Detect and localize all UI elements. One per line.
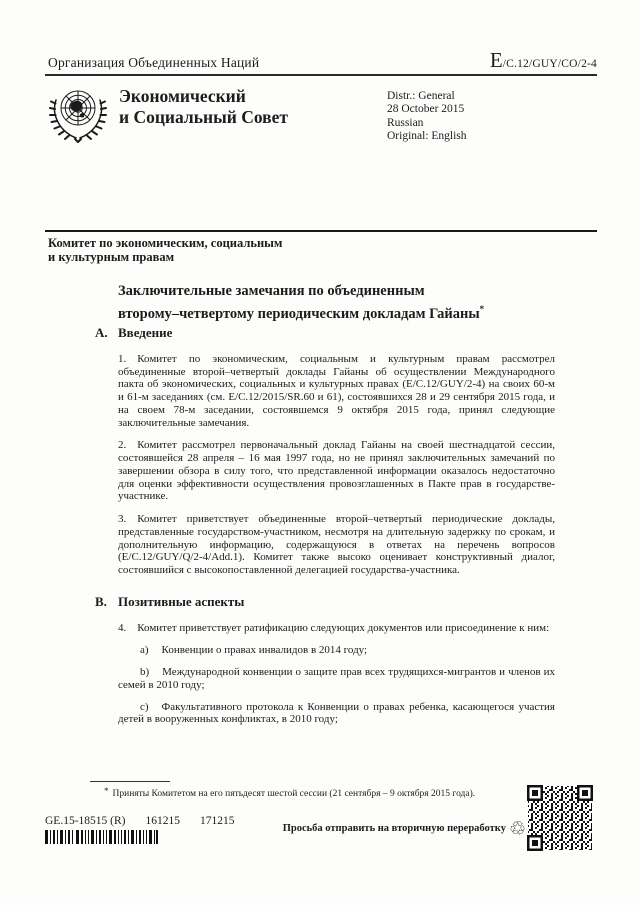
committee-name-line1: Комитет по экономическим, социальным <box>48 236 283 250</box>
document-body <box>95 325 555 735</box>
paragraph-text: Комитет по экономическим, социальным и культурным правам рассмотрел объединенные второй–четвертый доклады Гайаны об осуществлении Международного пакта об экономических, социальных и культурных правах (E/C.12/GUY/2-4) на своих 60-м и 61-м заседаниях (см. E/C.12/2015/SR.60 и 61), состоявшихся 28 и 29 сентября 2015 года, и на своем 78-м заседании, состоявшемся 9 октября 2015 года, принял следующие заключительные замечания. <box>118 352 555 429</box>
list-item-a <box>118 644 555 657</box>
section-heading-text: Введение <box>118 325 173 340</box>
section-heading-a <box>95 325 555 340</box>
paragraph-text: Комитет приветствует объединенные второй–четвертый периодические доклады, представленные государством-участником, несмотря на длительную задержку по срокам, и дополнительную информацию, содержащуюся в ответах на перечень вопросов (E/C.12/GUY/Q/2-4/Add.1). Комитет также высоко оценивает конструктивный диалог, состоявшийся с высокопоставленной делегацией государства-участника. <box>118 513 555 576</box>
list-item-text: Конвенции о правах инвалидов в 2014 году; <box>161 644 368 657</box>
section-letter: B. <box>95 593 107 609</box>
document-title-line2: второму–четвертому периодическим докладам Гайаны* <box>118 303 485 322</box>
header-rule <box>45 74 597 76</box>
footnote-text: Приняты Комитетом на его пятьдесят шестой сессии (21 сентября – 9 октября 2015 года). <box>112 789 476 799</box>
paragraph-4 <box>118 622 555 635</box>
distr-type: Distr.: General <box>387 90 455 102</box>
job-number-line <box>45 815 255 827</box>
distr-language: Russian <box>387 116 424 129</box>
footnote <box>104 786 534 799</box>
document-title <box>118 283 484 323</box>
committee-name <box>48 237 282 265</box>
paragraph-number: 1. <box>118 352 127 365</box>
ge-number: GE.15-18515 (R) <box>45 815 126 827</box>
list-item-text: Международной конвенции о защите прав всех трудящихся-мигрантов и членов их семей в 2010 году; <box>118 666 555 691</box>
paragraph-1 <box>118 353 555 430</box>
document-title-line1: Заключительные замечания по объединенным <box>118 283 425 299</box>
recycle-notice <box>280 818 526 840</box>
paragraph-number: 3. <box>118 513 127 525</box>
paragraph-text: Комитет рассмотрел первоначальный доклад Гайаны на своей шестнадцатой сессии, состоявшейся 28 апреля – 16 мая 1997 года, но не принял заключительных замечаний по завершении обзора в силу того, что представленной информации оказалось недостаточно для оценки эффективности осуществления провозглашенных в Пакте прав в государстве-участнике. <box>118 439 555 503</box>
date-code-1: 161215 <box>145 815 180 827</box>
barcode <box>45 830 159 844</box>
list-marker: b) <box>140 666 150 678</box>
section-letter: A. <box>95 325 108 340</box>
un-emblem-icon <box>47 83 109 143</box>
recycle-icon: ♲ <box>508 818 526 840</box>
section-heading-text: Позитивные аспекты <box>118 593 245 609</box>
document-symbol <box>490 48 597 73</box>
section-heading-b <box>95 593 555 609</box>
list-marker: c) <box>140 700 149 713</box>
list-marker: a) <box>140 644 149 657</box>
list-item-b <box>118 666 555 692</box>
distribution-block <box>387 90 467 144</box>
list-item-text: Факультативного протокола к Конвенции о правах ребенка, касающегося участия детей в вооруженных конфликтах, в 2010 году; <box>118 700 555 726</box>
council-title-line2: и Социальный Совет <box>119 107 288 127</box>
paragraph-number: 4. <box>118 621 127 634</box>
distr-date: 28 October 2015 <box>387 103 465 116</box>
date-code-2: 171215 <box>200 815 235 827</box>
council-title-line1: Экономический <box>119 86 246 106</box>
footnote-mark: * <box>104 786 109 796</box>
paragraph-3 <box>118 513 555 577</box>
paragraph-number: 2. <box>118 439 127 452</box>
paragraph-2 <box>118 439 555 503</box>
un-org-name: Организация Объединенных Наций <box>48 55 260 70</box>
footnote-separator <box>90 781 170 782</box>
footnote-reference: * <box>479 303 485 314</box>
paragraph-text: Комитет приветствует ратификацию следующих документов или присоединение к ним: <box>137 621 550 634</box>
list-item-c <box>118 701 555 727</box>
committee-name-line2: и культурным правам <box>48 249 175 264</box>
document-symbol-series: E <box>489 48 503 72</box>
distr-original: Original: English <box>387 130 467 143</box>
qr-code <box>527 785 593 851</box>
document-symbol-number: /C.12/GUY/CO/2-4 <box>502 58 597 70</box>
section-rule <box>45 230 597 232</box>
recycle-text: Просьба отправить на вторичную переработку <box>282 823 506 834</box>
council-title <box>119 86 288 128</box>
